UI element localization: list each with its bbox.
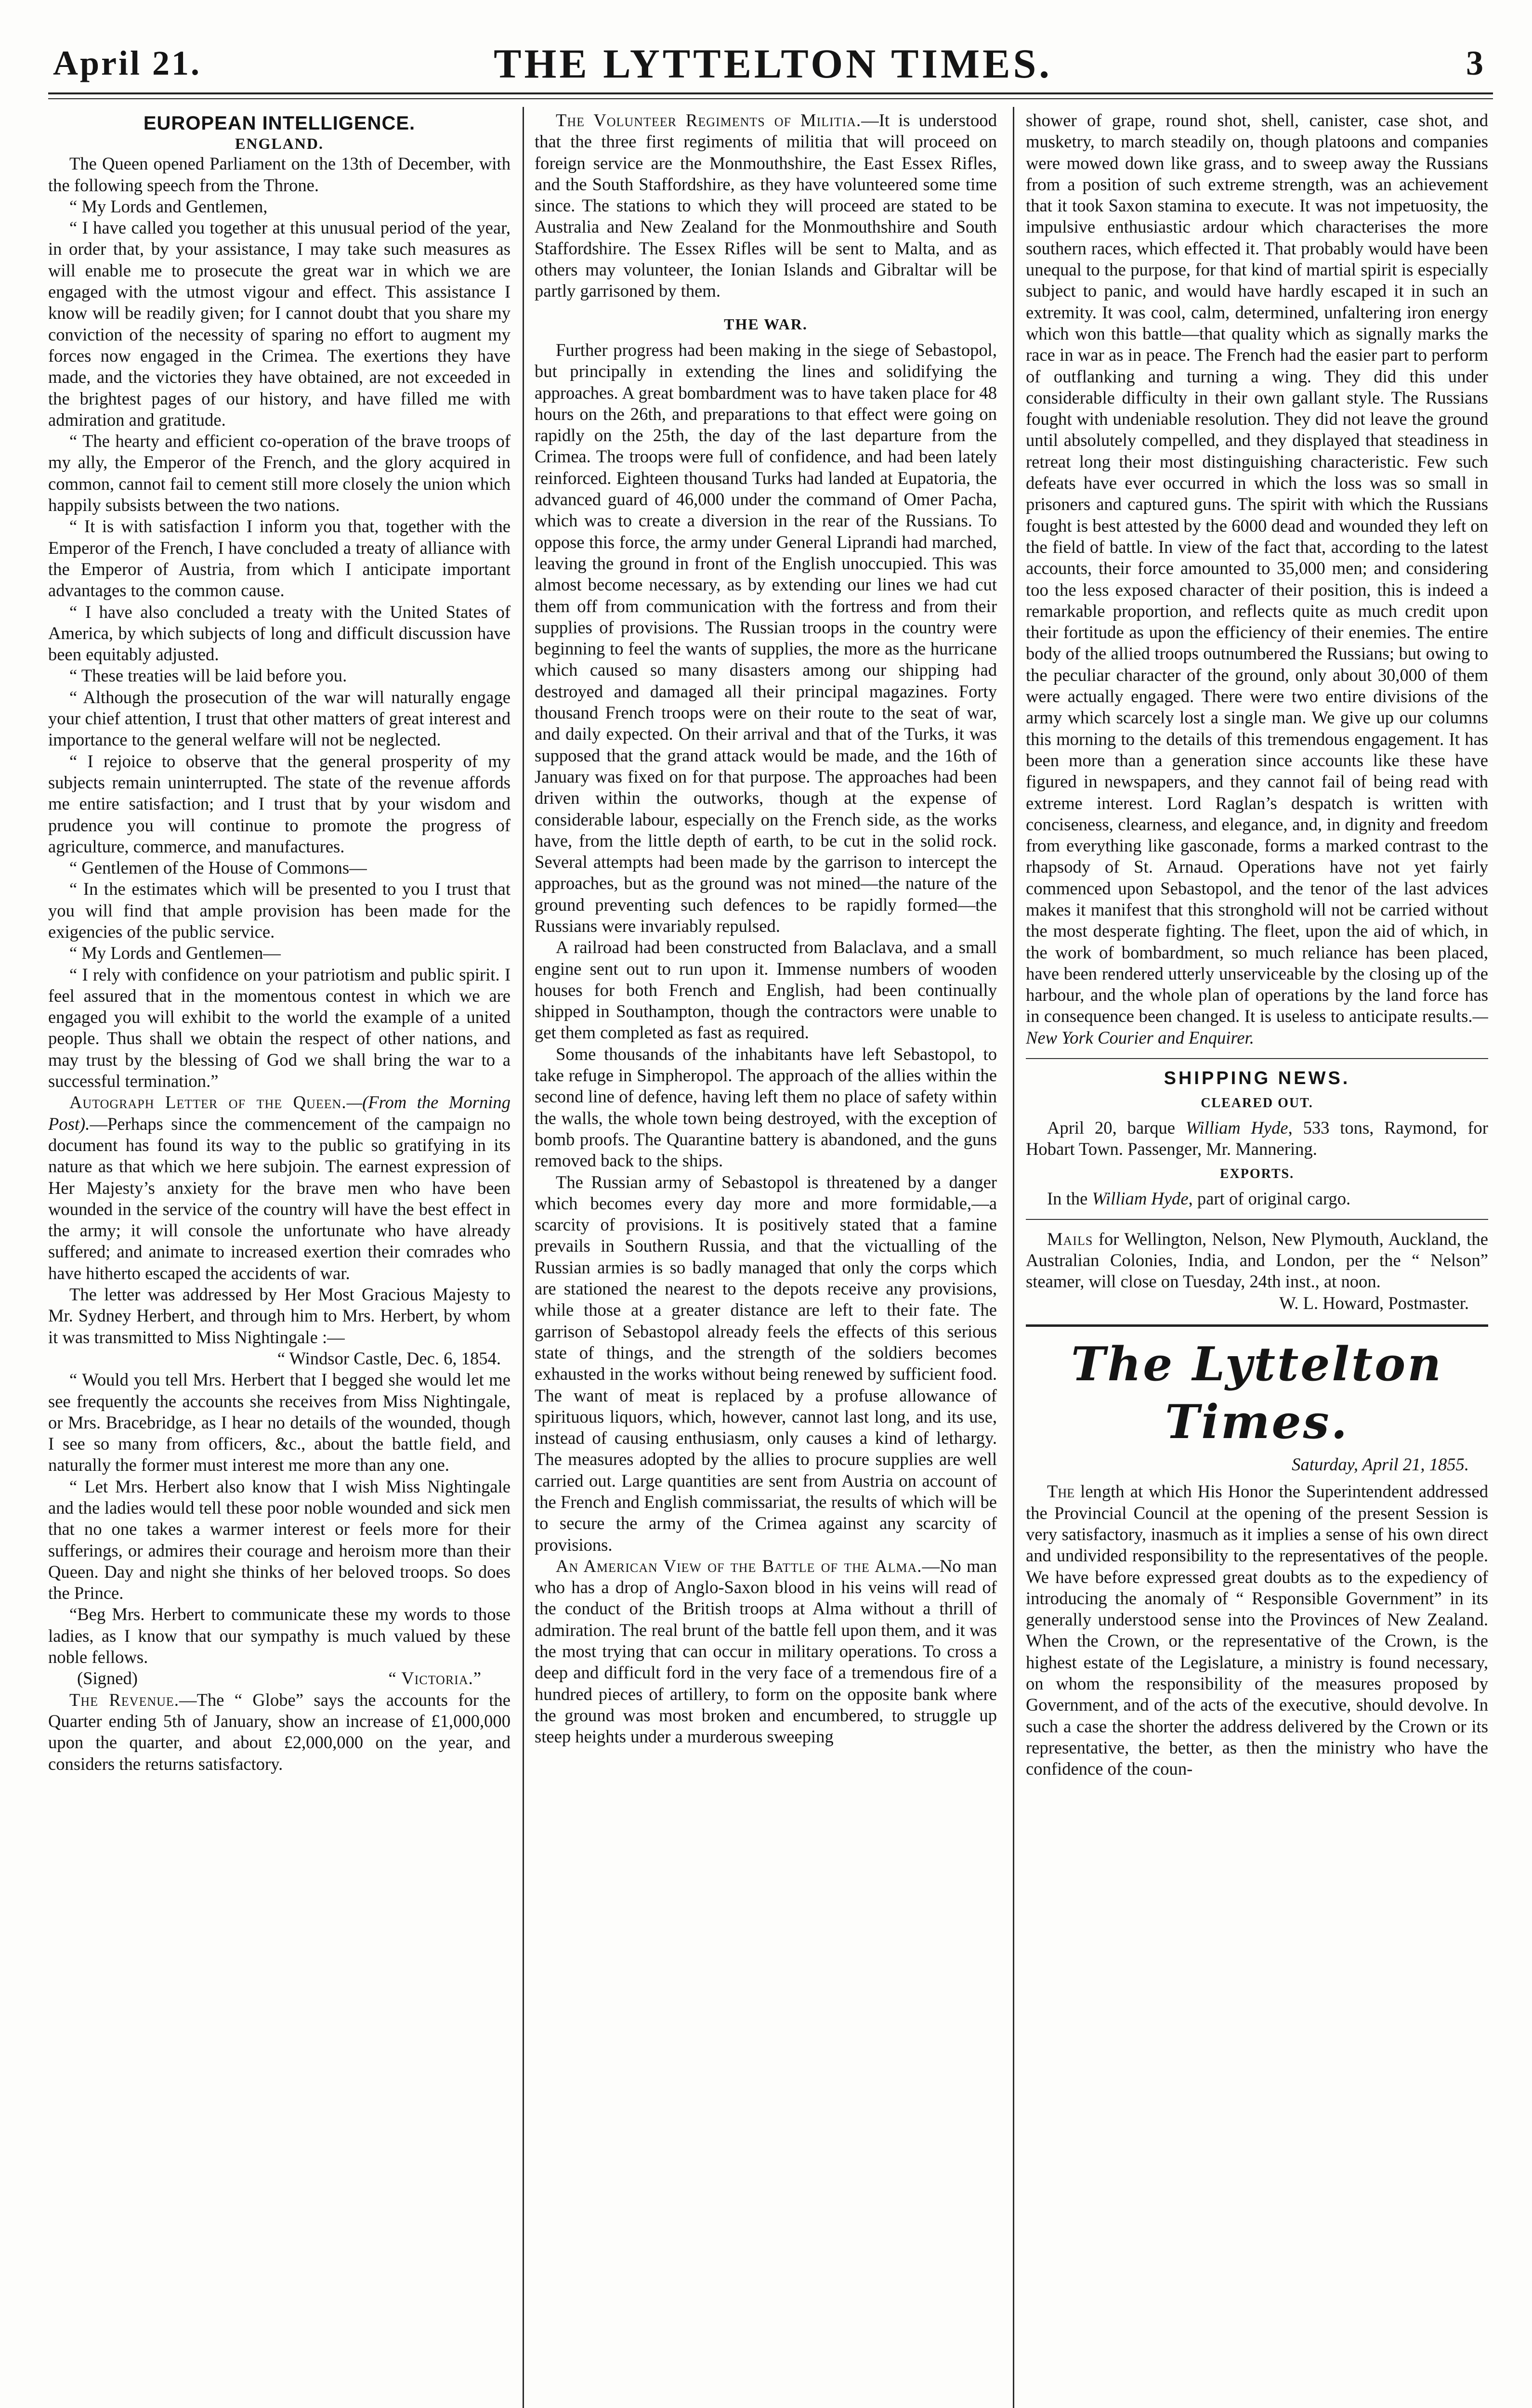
column-divider (523, 107, 524, 2408)
column-3 (1026, 110, 1488, 2408)
alma-continued (1026, 110, 1488, 1048)
letter-paragraph: “Beg Mrs. Herbert to communicate these my words to those ladies, as I know that our sympathy is much valued by these noble fellows. (48, 1604, 511, 1667)
speech-paragraph: “ These treaties will be laid before you. (69, 666, 347, 686)
mails-notice (1026, 1229, 1488, 1293)
section-heading: EUROPEAN INTELLIGENCE. (143, 113, 416, 134)
letter-paragraph: “ Let Mrs. Herbert also know that I wish Miss Nightingale and the ladies would tell these poor noble wounded and sick men that no one takes a warmer interest or feels more for their sufferings, or admires their courage and heroism more than their Queen. Day and night she thinks of her beloved troops. So does the Prince. (48, 1476, 511, 1603)
article-lead: Autograph Letter of the Queen. (69, 1092, 347, 1112)
signed-label: (Signed) (77, 1668, 138, 1688)
signature-name: “ Victoria.” (388, 1668, 482, 1688)
page-number: 3 (1466, 44, 1483, 82)
entry-text: , part of original cargo. (1188, 1188, 1351, 1208)
issue-date: April 21. (53, 44, 202, 82)
section-rule (1026, 1324, 1488, 1327)
column-1 (48, 110, 511, 2408)
editorial-body: length at which His Honor the Superintendent addressed the Provincial Council at the opening of the present Session is very satisfactory, inasmuch as it implies a sense of his own direct and undivided responsibility to the representatives of the people. We have before expressed great doubts as to the expediency of introducing the anomaly of “ Responsible Government” in its generally understood sense into the Provinces of New Zealand. When the Crown, or the representative of the Crown, is the highest estate of the Legislature, a ministry is found necessary, on whom the responsibility of the measures proposed by Government, and of the acts of the executive, should devolve. In such a case the shorter the address delivered by the Crown or its representative, the better, as then the ministry who have the confidence of the coun- (1026, 1481, 1488, 1779)
editorial-paragraph (1026, 1481, 1488, 1780)
letter-signature (48, 1668, 511, 1689)
alma-article (535, 1556, 997, 1748)
speech-paragraph: “ My Lords and Gentlemen— (69, 943, 281, 963)
article-lead: An American View of the Battle of the Alma. (556, 1556, 922, 1576)
speech-paragraph: “ I have also concluded a treaty with the United States of America, by which subjects of long and difficult discussion have been equitably adjusted. (48, 602, 511, 665)
notice-body: for Wellington, Nelson, New Plymouth, Auckland, the Australian Colonies, India, and London, per the “ Nelson” steamer, will close on Tuesday, 24th inst., at noon. (1026, 1229, 1488, 1292)
speech-paragraph: “ I rejoice to observe that the general prosperity of my subjects remain uninterrupted. The state of the revenue affords me entire satisfaction; and I trust that by your wisdom and prudence you will continue to promote the progress of agriculture, commerce, and manufactures. (48, 751, 511, 856)
war-heading: THE WAR. (724, 315, 808, 333)
article-source: —(From the Morning Post). (48, 1092, 511, 1134)
postmaster-signature: W. L. Howard, Postmaster. (1279, 1293, 1469, 1313)
entry-text: , 533 tons, Raymond, for Hobart Town. Passenger, Mr. Mannering. (1026, 1117, 1488, 1159)
article-body: —It is understood that the three first regiments of militia that will proceed on foreign service are the Monmouthshire, the East Essex Rifles, and the South Staffordshire, as they have volunteered some time since. The stations to which they will proceed are stated to be Australia and New Zealand for the Monmouthshire and South Staffordshire. The Essex Rifles will be sent to Malta, and as others may volunteer, the Ionian Islands and Gibraltar will be partly garrisoned by them. (535, 110, 997, 301)
revenue-article (48, 1689, 511, 1775)
ship-name: William Hyde (1185, 1117, 1288, 1138)
newspaper-title: THE LYTTELTON TIMES. (494, 40, 1052, 87)
speech-paragraph: “ I have called you together at this unusual period of the year, in order that, by your assistance, I may take such measures as will enable me to prosecute the great war in which we are engaged with the utmost vigour and effect. This assistance I know will be readily given; for I cannot doubt that you share my conviction of the necessity of sparing no effort to augment my forces now engaged in the Crimea. The exertions they have made, and the victories they have obtained, are not exceeded in the brightest pages of our history, and have filled me with admiration and gratitude. (48, 218, 511, 430)
cleared-heading: CLEARED OUT. (1201, 1096, 1313, 1111)
section-rule (1026, 1219, 1488, 1220)
speech-paragraph: “ Although the prosecution of the war will naturally engage your chief attention, I trust that other matters of great interest and importance to the general welfare will not be neglected. (48, 687, 511, 750)
editorial-title: The Lyttelton Times. (1071, 1337, 1443, 1450)
article-lead: The Revenue. (69, 1689, 179, 1710)
article-body: —No man who has a drop of Anglo-Saxon blood in his veins will read of the conduct of the British troops at Alma without a thrill of admiration. The real brunt of the battle fell upon them, and it was the most trying that can occur in military operations. To cross a deep and difficult ford in the very face of a tremendous fire of a hundred pieces of artillery, to form on the opposite bank where the ground was most broken and encumbered, to struggle up steep heights under a murderous sweeping (535, 1556, 997, 1747)
section-subheading: ENGLAND. (235, 135, 324, 153)
speech-paragraph: “ In the estimates which will be presented to you I trust that you will find that ample provision has been made for the exigencies of the public service. (48, 879, 511, 942)
entry-text: April 20, barque (1047, 1117, 1186, 1138)
entry-text: In the (1047, 1188, 1092, 1208)
article-lead: The Volunteer Regiments of Militia. (556, 110, 862, 130)
speech-intro: The Queen opened Parliament on the 13th of December, with the following speech from the Throne. (48, 154, 511, 195)
letter-intro: The letter was addressed by Her Most Gracious Majesty to Mr. Sydney Herbert, and through him to Mrs. Herbert, by whom it was transmitted to Miss Nightingale :— (48, 1284, 511, 1347)
war-paragraph: A railroad had been constructed from Balaclava, and a small engine sent out to run upon it. Immense numbers of wooden houses for both French and English, had been continually shipped in Southampton, though the contractors were unable to get them completed as fast as required. (535, 937, 997, 1043)
speech-salutation: “ My Lords and Gentlemen, (69, 196, 268, 216)
article-body: —Perhaps since the commencement of the campaign no document has found its way to the public so gratifying in its nature as that which we here subjoin. The earnest expression of Her Majesty’s anxiety for the brave men who have been wounded in the service of the country will have the best effect in the army; it will console the unfortunate who have already suffered; and animate to increased exertion their comrades who have hitherto escaped the accidents of war. (48, 1113, 511, 1283)
masthead (53, 34, 1493, 87)
editorial-lead: The (1047, 1481, 1075, 1502)
war-paragraph: Some thousands of the inhabitants have left Sebastopol, to take refuge in Simpheropol. The approach of the allies within the second line of defence, having left them no place of safety within the walls, the whole town being destroyed, with the exception of bomb proofs. The Quarantine battery is abandoned, and the guns removed back to the ships. (535, 1044, 997, 1171)
militia-article (535, 110, 997, 302)
masthead-rule (48, 92, 1493, 99)
article-body: shower of grape, round shot, shell, canister, case shot, and musketry, to march steadily on, though platoons and companies were mowed down like grass, and to sweep away the Russians from a position of such extreme strength, was an achievement that it took Saxon stamina to execute. It was not impetuosity, the impulsive enthusiastic ardour which characterises the more southern races, which effected it. That probably would have been unequal to the purpose, for that kind of martial spirit is especially subject to panic, and would have hardly escaped it in such an extremity. It was cool, calm, determined, unfaltering iron energy which won this battle—that quality which as signally marks the race in war as in peace. The French had the easier part to perform of outflanking and turning a wing. They did this under considerable difficulty in their own gallant style. The Russians fought with undeniable resolution. They did not leave the ground until absolutely compelled, and they displayed that steadiness in retreat long their most distinguishing characteristic. Few such defeats have ever occurred in which the loss was so small in prisoners and captured guns. The spirit with which the Russians fought is best attested by the 6000 dead and wounded they left on the field of battle. In view of the fact that, according to the latest accounts, their force amounted to 35,000 men; and considering too the less exposed character of their position, this is indeed a remarkable proportion, and reflects quite as much credit upon their fortitude as upon the efficiency of their enemies. The entire body of the allied troops outnumbered the Russians; but owing to the peculiar character of the ground, only about 30,000 of them were actually engaged. There were two entire divisions of the army which scarcely lost a single man. We give up our columns this morning to the details of this tremendous engagement. It has been more than a generation since accounts like these have figured in newspapers, and they cannot fail of being read with extreme interest. Lord Raglan’s despatch is written with conciseness, clearness, and elegance, and, in dignity and freedom from everything like gasconade, forms a marked contrast to the rhapsody of St. Arnaud. Operations have not yet fairly commenced upon Sebastopol, and the tenor of the last advices makes it manifest that this stronghold will not be carried without the most desperate fighting. The fleet, upon the aid of which, in the work of bombardment, so much reliance has been placed, have been rendered utterly unserviceable by the closing up of the harbour, and the whole plan of operations by the land force has in consequence been changed. It is useless to anticipate results. (1026, 110, 1488, 1026)
editorial-dateline: Saturday, April 21, 1855. (1292, 1454, 1469, 1475)
shipping-heading: SHIPPING NEWS. (1164, 1068, 1350, 1089)
speech-paragraph: “ Gentlemen of the House of Commons— (69, 858, 367, 878)
ship-name: William Hyde (1092, 1188, 1189, 1208)
letter-place: “ Windsor Castle, Dec. 6, 1854. (277, 1348, 501, 1368)
article-body: —The “ Globe” says the accounts for the Quarter ending 5th of January, show an increase of £1,000,000 upon the quarter, and about £2,000,000 on the year, and considers the returns satisfactory. (48, 1689, 511, 1774)
war-paragraph: The Russian army of Sebastopol is threatened by a danger which becomes every day more and more formidable,—a scarcity of provisions. It is positively stated that a famine prevails in Southern Russia, and that the victualling of the Russian armies is so badly managed that only the corps which are stationed the nearest to the depots receive any provisions, while those at a greater distance are left to their fate. The garrison of Sebastopol already feels the effects of this serious state of things, and the strength of the soldiers becomes exhausted in the works without being renewed by sufficient food. The want of meat is replaced by a profuse allowance of spirituous liquors, which, however, cannot last long, and its use, instead of causing enthusiasm, only causes a kind of lethargy. The measures adopted by the allies to procure supplies are well carried out. Large quantities are sent from Austria on account of the French and English commissariat, the results of which will be to secure the army of the Crimea against any scarcity of provisions. (535, 1172, 997, 1555)
column-2 (535, 110, 997, 2408)
column-divider (1013, 107, 1014, 2408)
speech-paragraph: “ I rely with confidence on your patriotism and public spirit. I feel assured that in the momentous contest in which we are engaged you will exhibit to the world the example of a united people. Thus shall we obtain the respect of other nations, and may trust by the blessing of God we shall bring the war to a successful termination.” (48, 964, 511, 1091)
letter-paragraph: “ Would you tell Mrs. Herbert that I begged she would let me see frequently the accounts she receives from Miss Nightingale, or Mrs. Bracebridge, as I hear no details of the wounded, though I see so many from officers, &c., about the battle field, and naturally the former must interest me more than any one. (48, 1370, 511, 1475)
war-paragraph: Further progress had been making in the siege of Sebastopol, but principally in extending the lines and solidifying the approaches. A great bombardment was to have taken place for 48 hours on the 26th, and preparations to that effect were going on rapidly on the 25th, the day of the last departure from the Crimea. The troops were full of confidence, and had been lately reinforced. Eighteen thousand Turks had landed at Eupatoria, the advanced guard of 46,000 under the command of Omer Pacha, which was to create a diversion in the rear of the Russians. To oppose this force, the army under General Liprandi had marched, leaving the ground in front of the English unoccupied. This was almost become necessary, as by extending our lines we had cut them off from communication with the fortress and from their supplies of provisions. The Russian troops in the country were beginning to feel the wants of supplies, the more as the hurricane which caused so many disasters among our shipping had destroyed and damaged all their principal magazines. Forty thousand French troops were on their route to the seat of war, and daily expected. On their arrival and that of the Turks, it was supposed that the grand attack would be made, and the 16th of January was fixed on for that purpose. The approaches had been driven within the outworks, though at the expense of considerable labour, especially on the French side, as the works have, from the little depth of earth, to be cut in the solid rock. Several attempts had been made by the garrison to intercept the approaches, but as the ground was not mined—the nature of the ground preventing such defences to be rapidly formed—the Russians were invariably repulsed. (535, 340, 997, 936)
autograph-article (48, 1092, 511, 1284)
speech-paragraph: “ It is with satisfaction I inform you that, together with the Emperor of the French, I have concluded a treaty of alliance with the Emperor of Austria, from which I anticipate important advantages to the common cause. (48, 516, 511, 601)
notice-lead: Mails (1047, 1229, 1093, 1249)
exports-entry (1026, 1188, 1488, 1209)
section-rule (1026, 1058, 1488, 1059)
cleared-entry (1026, 1117, 1488, 1160)
article-source: —New York Courier and Enquirer. (1026, 1006, 1488, 1047)
speech-paragraph: “ The hearty and efficient co-operation of the brave troops of my ally, the Emperor of the French, and the glory acquired in common, cannot fail to cement still more closely the union which happily subsists between the two nations. (48, 431, 511, 515)
exports-heading: EXPORTS. (1219, 1166, 1295, 1182)
